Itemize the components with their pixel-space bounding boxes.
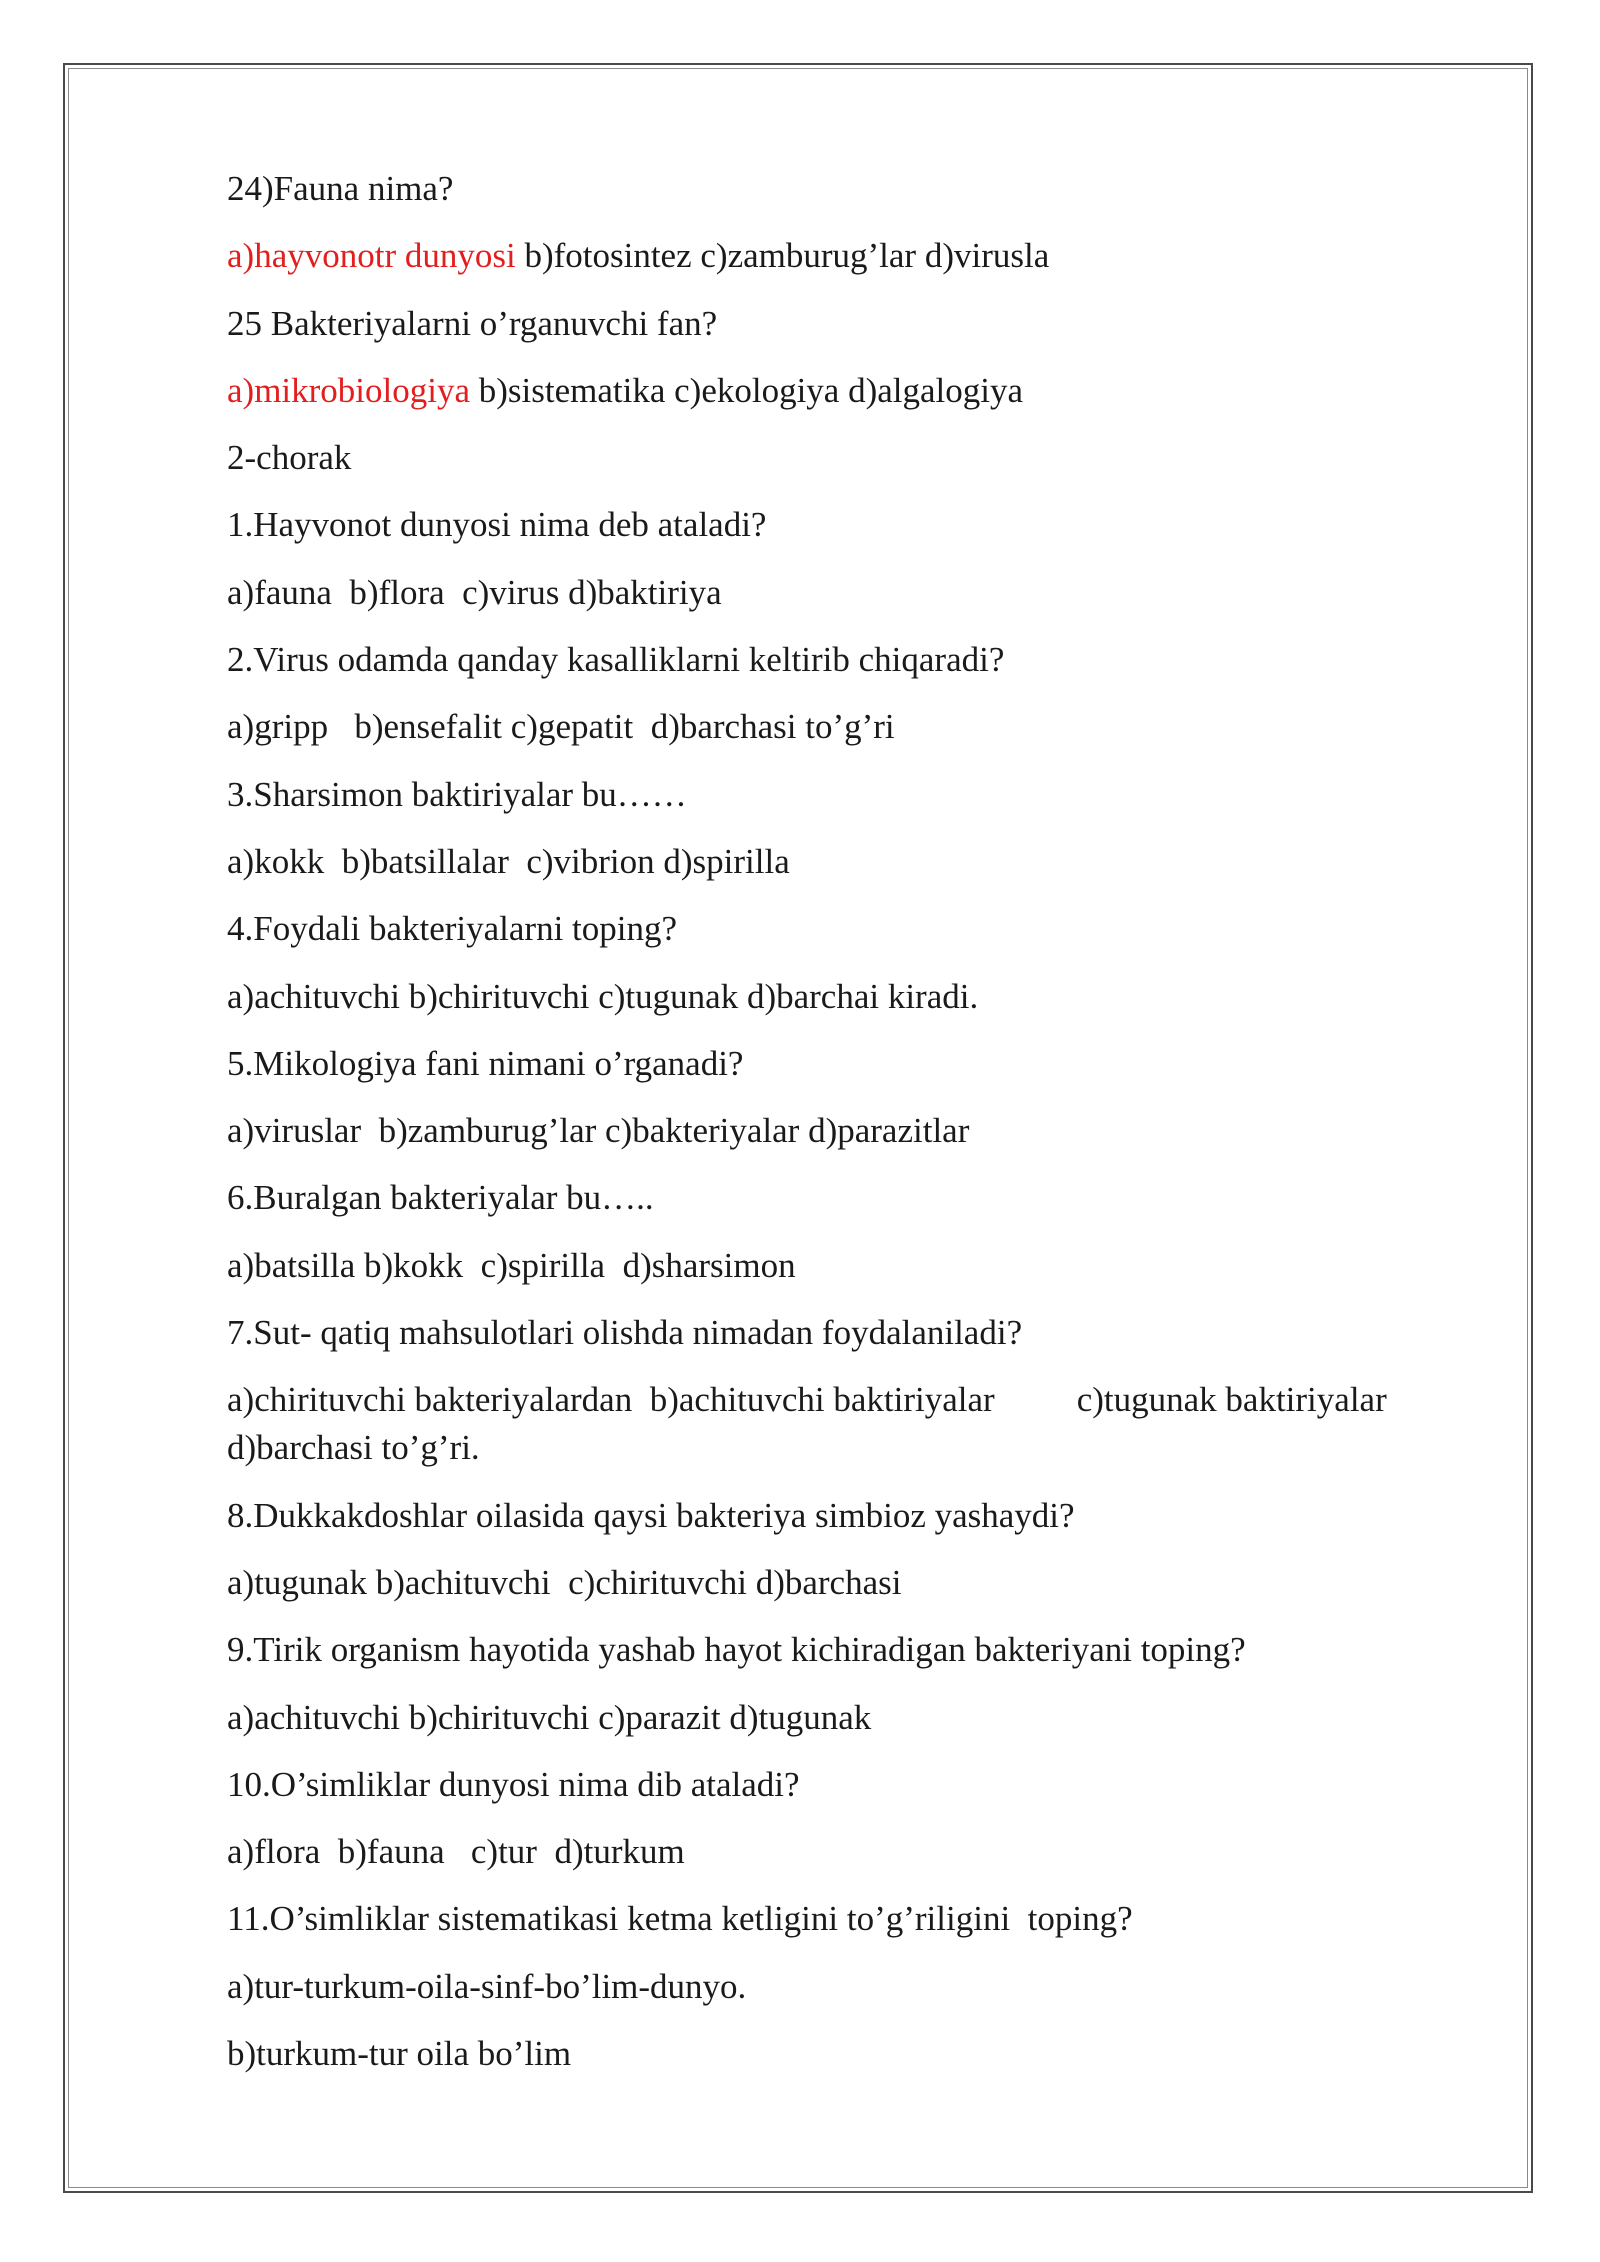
question-11: 11.O’simliklar sistematikasi ketma ketligini to’g’riligini toping? (227, 1899, 1133, 1939)
answers-5: a)viruslar b)zamburug’lar c)bakteriyalar d)parazitlar (227, 1111, 970, 1151)
answers-6: a)batsilla b)kokk c)spirilla d)sharsimon (227, 1245, 796, 1285)
correct-answer-24: a)hayvonotr dunyosi (227, 236, 516, 276)
answers-7-part-2: c)tugunak baktiriyalar (1076, 1380, 1387, 1420)
question-4: 4.Foydali bakteriyalarni toping? (227, 909, 678, 949)
question-8: 8.Dukkakdoshlar oilasida qaysi bakteriya simbioz yashaydi? (227, 1495, 1075, 1535)
quiz-content (227, 155, 1527, 2087)
section-heading: 2-chorak (227, 438, 352, 478)
question-3: 3.Sharsimon baktiriyalar bu…… (227, 774, 687, 814)
answers-7-part-1: a)chirituvchi bakteriyalardan b)achituvchi baktiriyalar (227, 1380, 995, 1420)
question-25: 25 Bakteriyalarni o’rganuvchi fan? (227, 303, 718, 343)
answer-11-a: a)tur-turkum-oila-sinf-bo’lim-dunyo. (227, 1966, 747, 2006)
other-answers-25: b)sistematika c)ekologiya d)algalogiya (470, 370, 1024, 410)
answers-7-line-2: d)barchasi to’g’ri. (227, 1428, 480, 1468)
answers-9: a)achituvchi b)chirituvchi c)parazit d)tugunak (227, 1697, 872, 1737)
question-2: 2.Virus odamda qanday kasalliklarni keltirib chiqaradi? (227, 640, 1005, 680)
question-5: 5.Mikologiya fani nimani o’rganadi? (227, 1043, 744, 1083)
question-6: 6.Buralgan bakteriyalar bu….. (227, 1178, 654, 1218)
answers-8: a)tugunak b)achituvchi c)chirituvchi d)barchasi (227, 1562, 902, 1602)
answers-3: a)kokk b)batsillalar c)vibrion d)spirilla (227, 841, 790, 881)
answers-24 (227, 222, 1527, 289)
answers-1: a)fauna b)flora c)virus d)baktiriya (227, 572, 722, 612)
answers-7-line-1 (227, 1366, 1527, 1420)
answers-25 (227, 357, 1527, 424)
answer-11-b: b)turkum-tur oila bo’lim (227, 2034, 572, 2074)
answers-10: a)flora b)fauna c)tur d)turkum (227, 1832, 685, 1872)
question-9: 9.Tirik organism hayotida yashab hayot kichiradigan bakteriyani toping? (227, 1630, 1246, 1670)
answers-2: a)gripp b)ensefalit c)gepatit d)barchasi to’g’ri (227, 707, 895, 747)
other-answers-24: b)fotosintez c)zamburug’lar d)virusla (515, 236, 1050, 276)
question-1: 1.Hayvonot dunyosi nima deb ataladi? (227, 505, 767, 545)
answers-4: a)achituvchi b)chirituvchi c)tugunak d)barchai kiradi. (227, 976, 979, 1016)
question-10: 10.O’simliklar dunyosi nima dib ataladi? (227, 1764, 800, 1804)
correct-answer-25: a)mikrobiologiya (227, 370, 471, 410)
question-24: 24)Fauna nima? (227, 169, 454, 208)
question-7: 7.Sut- qatiq mahsulotlari olishda nimadan foydalaniladi? (227, 1313, 1023, 1353)
